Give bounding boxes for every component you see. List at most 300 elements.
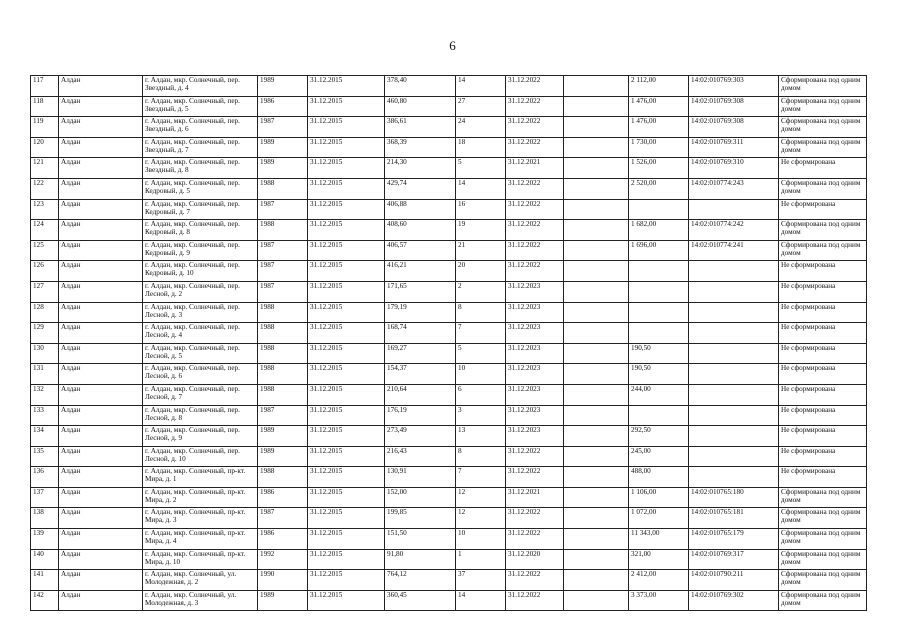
cell-cadastral-number — [689, 384, 779, 405]
cell-land-status: Сформирована под одним домом — [779, 487, 867, 508]
cell-survey-date: 31.12.2015 — [308, 240, 385, 261]
cell-build-year: 1989 — [258, 590, 308, 611]
cell-cadastral-number: 14:02:010774:242 — [689, 220, 779, 241]
cell-land-area — [629, 261, 689, 282]
cell-municipality: Алдан — [59, 487, 143, 508]
cell-area: 273,49 — [385, 426, 456, 447]
table-row — [31, 261, 867, 282]
cell-empty-col — [564, 590, 629, 611]
cell-resettlement-date: 31.12.2023 — [506, 343, 564, 364]
cell-land-area: 2 520,00 — [629, 178, 689, 199]
cell-area: 408,60 — [385, 220, 456, 241]
cell-build-year: 1988 — [258, 343, 308, 364]
cell-build-year: 1988 — [258, 302, 308, 323]
cell-cadastral-number: 14:02:010769:303 — [689, 76, 779, 97]
cell-municipality: Алдан — [59, 343, 143, 364]
cell-empty-col — [564, 529, 629, 550]
cell-survey-date: 31.12.2015 — [308, 364, 385, 385]
table-row — [31, 426, 867, 447]
cell-address: г. Алдан, мкр. Солнечный, пер. Лесной, д. 8 — [143, 405, 258, 426]
cell-empty-col — [564, 137, 629, 158]
cell-cadastral-number: 14:02:010765:181 — [689, 508, 779, 529]
cell-address: г. Алдан, мкр. Солнечный, пер. Кедровый, д. 8 — [143, 220, 258, 241]
cell-area: 406,57 — [385, 240, 456, 261]
cell-survey-date: 31.12.2015 — [308, 96, 385, 117]
cell-area: 216,43 — [385, 446, 456, 467]
cell-survey-date: 31.12.2015 — [308, 281, 385, 302]
cell-empty-col — [564, 199, 629, 220]
cell-build-year: 1988 — [258, 178, 308, 199]
cell-area: 429,74 — [385, 178, 456, 199]
cell-row-number: 137 — [31, 487, 59, 508]
cell-land-area: 244,00 — [629, 384, 689, 405]
cell-municipality: Алдан — [59, 76, 143, 97]
cell-address: г. Алдан, мкр. Солнечный, ул. Молодежная, д. 2 — [143, 570, 258, 591]
cell-row-number: 125 — [31, 240, 59, 261]
cell-cadastral-number — [689, 364, 779, 385]
table-row — [31, 137, 867, 158]
cell-land-area — [629, 302, 689, 323]
cell-resettlement-date: 31.12.2023 — [506, 384, 564, 405]
cell-municipality: Алдан — [59, 281, 143, 302]
cell-row-number: 131 — [31, 364, 59, 385]
cell-municipality: Алдан — [59, 261, 143, 282]
cell-residents: 14 — [456, 590, 506, 611]
cell-row-number: 121 — [31, 158, 59, 179]
cell-row-number: 132 — [31, 384, 59, 405]
cell-survey-date: 31.12.2015 — [308, 549, 385, 570]
cell-residents: 18 — [456, 137, 506, 158]
cell-resettlement-date: 31.12.2022 — [506, 529, 564, 550]
cell-empty-col — [564, 281, 629, 302]
registry-body — [31, 76, 867, 611]
cell-area: 360,45 — [385, 590, 456, 611]
cell-residents: 16 — [456, 199, 506, 220]
table-row — [31, 158, 867, 179]
cell-residents: 21 — [456, 240, 506, 261]
cell-address: г. Алдан, мкр. Солнечный, пер. Звездный, д. 4 — [143, 76, 258, 97]
cell-municipality: Алдан — [59, 446, 143, 467]
cell-land-status: Не сформирована — [779, 364, 867, 385]
cell-area: 130,91 — [385, 467, 456, 488]
cell-build-year: 1988 — [258, 467, 308, 488]
table-row — [31, 76, 867, 97]
cell-area: 154,37 — [385, 364, 456, 385]
cell-municipality: Алдан — [59, 384, 143, 405]
cell-survey-date: 31.12.2015 — [308, 405, 385, 426]
cell-resettlement-date: 31.12.2022 — [506, 220, 564, 241]
cell-build-year: 1989 — [258, 137, 308, 158]
cell-land-status: Не сформирована — [779, 323, 867, 344]
cell-residents: 27 — [456, 96, 506, 117]
table-row — [31, 302, 867, 323]
cell-row-number: 118 — [31, 96, 59, 117]
cell-address: г. Алдан, мкр. Солнечный, пер. Звездный, д. 7 — [143, 137, 258, 158]
cell-row-number: 139 — [31, 529, 59, 550]
cell-residents: 1 — [456, 549, 506, 570]
cell-resettlement-date: 31.12.2022 — [506, 96, 564, 117]
cell-municipality: Алдан — [59, 405, 143, 426]
cell-build-year: 1988 — [258, 323, 308, 344]
cell-row-number: 124 — [31, 220, 59, 241]
cell-land-status: Сформирована под одним домом — [779, 570, 867, 591]
cell-resettlement-date: 31.12.2022 — [506, 570, 564, 591]
table-row — [31, 467, 867, 488]
cell-land-area: 488,00 — [629, 467, 689, 488]
cell-land-status: Сформирована под одним домом — [779, 178, 867, 199]
table-row — [31, 343, 867, 364]
cell-build-year: 1987 — [258, 261, 308, 282]
cell-resettlement-date: 31.12.2022 — [506, 178, 564, 199]
cell-build-year: 1988 — [258, 364, 308, 385]
cell-land-status: Не сформирована — [779, 158, 867, 179]
table-row — [31, 405, 867, 426]
cell-municipality: Алдан — [59, 426, 143, 447]
cell-residents: 8 — [456, 446, 506, 467]
cell-land-area — [629, 281, 689, 302]
cell-survey-date: 31.12.2015 — [308, 529, 385, 550]
cell-land-status: Сформирована под одним домом — [779, 220, 867, 241]
cell-survey-date: 31.12.2015 — [308, 570, 385, 591]
cell-land-area: 1 730,00 — [629, 137, 689, 158]
cell-row-number: 129 — [31, 323, 59, 344]
table-row — [31, 549, 867, 570]
cell-address: г. Алдан, мкр. Солнечный, пер. Кедровый, д. 9 — [143, 240, 258, 261]
table-row — [31, 508, 867, 529]
cell-row-number: 142 — [31, 590, 59, 611]
cell-land-status: Не сформирована — [779, 199, 867, 220]
cell-area: 151,50 — [385, 529, 456, 550]
cell-row-number: 126 — [31, 261, 59, 282]
cell-land-area: 1 526,00 — [629, 158, 689, 179]
cell-empty-col — [564, 343, 629, 364]
registry-table — [30, 75, 867, 611]
cell-land-status: Не сформирована — [779, 405, 867, 426]
cell-row-number: 135 — [31, 446, 59, 467]
cell-address: г. Алдан, мкр. Солнечный, пр-кт. Мира, д. 10 — [143, 549, 258, 570]
cell-cadastral-number — [689, 302, 779, 323]
cell-municipality: Алдан — [59, 158, 143, 179]
cell-survey-date: 31.12.2015 — [308, 508, 385, 529]
cell-municipality: Алдан — [59, 240, 143, 261]
cell-land-area: 2 412,00 — [629, 570, 689, 591]
cell-residents: 24 — [456, 117, 506, 138]
cell-cadastral-number: 14:02:010769:302 — [689, 590, 779, 611]
cell-area: 152,00 — [385, 487, 456, 508]
cell-cadastral-number — [689, 199, 779, 220]
cell-area: 169,27 — [385, 343, 456, 364]
cell-survey-date: 31.12.2015 — [308, 343, 385, 364]
cell-address: г. Алдан, мкр. Солнечный, пер. Лесной, д. 9 — [143, 426, 258, 447]
cell-survey-date: 31.12.2015 — [308, 137, 385, 158]
cell-cadastral-number: 14:02:010769:310 — [689, 158, 779, 179]
cell-resettlement-date: 31.12.2022 — [506, 467, 564, 488]
table-row — [31, 281, 867, 302]
cell-land-status: Сформирована под одним домом — [779, 76, 867, 97]
cell-survey-date: 31.12.2015 — [308, 178, 385, 199]
cell-address: г. Алдан, мкр. Солнечный, пер. Лесной, д. 10 — [143, 446, 258, 467]
cell-row-number: 119 — [31, 117, 59, 138]
cell-residents: 10 — [456, 364, 506, 385]
cell-address: г. Алдан, мкр. Солнечный, пер. Звездный, д. 5 — [143, 96, 258, 117]
cell-address: г. Алдан, мкр. Солнечный, ул. Молодежная, д. 3 — [143, 590, 258, 611]
cell-land-status: Не сформирована — [779, 426, 867, 447]
cell-land-status: Не сформирована — [779, 343, 867, 364]
cell-survey-date: 31.12.2015 — [308, 199, 385, 220]
cell-land-area — [629, 323, 689, 344]
cell-cadastral-number — [689, 446, 779, 467]
cell-empty-col — [564, 178, 629, 199]
cell-residents: 19 — [456, 220, 506, 241]
cell-address: г. Алдан, мкр. Солнечный, пер. Лесной, д. 4 — [143, 323, 258, 344]
cell-cadastral-number: 14:02:010765:179 — [689, 529, 779, 550]
cell-cadastral-number — [689, 343, 779, 364]
table-row — [31, 446, 867, 467]
cell-resettlement-date: 31.12.2022 — [506, 261, 564, 282]
cell-build-year: 1987 — [258, 508, 308, 529]
cell-address: г. Алдан, мкр. Солнечный, пер. Лесной, д. 5 — [143, 343, 258, 364]
table-row — [31, 529, 867, 550]
cell-survey-date: 31.12.2015 — [308, 467, 385, 488]
cell-area: 368,39 — [385, 137, 456, 158]
cell-resettlement-date: 31.12.2021 — [506, 158, 564, 179]
cell-area: 764,12 — [385, 570, 456, 591]
cell-row-number: 138 — [31, 508, 59, 529]
cell-survey-date: 31.12.2015 — [308, 302, 385, 323]
cell-empty-col — [564, 570, 629, 591]
cell-municipality: Алдан — [59, 199, 143, 220]
cell-area: 179,19 — [385, 302, 456, 323]
cell-municipality: Алдан — [59, 549, 143, 570]
cell-empty-col — [564, 384, 629, 405]
cell-land-status: Не сформирована — [779, 384, 867, 405]
cell-survey-date: 31.12.2015 — [308, 487, 385, 508]
cell-land-area: 1 476,00 — [629, 117, 689, 138]
cell-empty-col — [564, 117, 629, 138]
cell-cadastral-number: 14:02:010769:308 — [689, 117, 779, 138]
cell-residents: 14 — [456, 178, 506, 199]
cell-area: 460,80 — [385, 96, 456, 117]
cell-municipality: Алдан — [59, 467, 143, 488]
table-row — [31, 384, 867, 405]
cell-row-number: 120 — [31, 137, 59, 158]
cell-survey-date: 31.12.2015 — [308, 220, 385, 241]
cell-land-status: Не сформирована — [779, 446, 867, 467]
cell-land-area: 3 373,00 — [629, 590, 689, 611]
table-row — [31, 199, 867, 220]
cell-build-year: 1992 — [258, 549, 308, 570]
cell-resettlement-date: 31.12.2022 — [506, 137, 564, 158]
cell-build-year: 1987 — [258, 240, 308, 261]
cell-row-number: 117 — [31, 76, 59, 97]
cell-build-year: 1987 — [258, 405, 308, 426]
cell-row-number: 136 — [31, 467, 59, 488]
cell-build-year: 1987 — [258, 199, 308, 220]
cell-land-area: 245,00 — [629, 446, 689, 467]
cell-land-status: Не сформирована — [779, 281, 867, 302]
cell-cadastral-number: 14:02:010774:243 — [689, 178, 779, 199]
table-row — [31, 178, 867, 199]
cell-land-status: Сформирована под одним домом — [779, 549, 867, 570]
cell-survey-date: 31.12.2015 — [308, 158, 385, 179]
cell-row-number: 123 — [31, 199, 59, 220]
cell-land-area — [629, 199, 689, 220]
cell-municipality: Алдан — [59, 117, 143, 138]
cell-build-year: 1988 — [258, 220, 308, 241]
cell-build-year: 1989 — [258, 426, 308, 447]
cell-residents: 12 — [456, 487, 506, 508]
cell-resettlement-date: 31.12.2023 — [506, 302, 564, 323]
cell-residents: 3 — [456, 405, 506, 426]
cell-residents: 7 — [456, 323, 506, 344]
cell-land-status: Сформирована под одним домом — [779, 96, 867, 117]
cell-area: 416,21 — [385, 261, 456, 282]
cell-empty-col — [564, 240, 629, 261]
page-number: 6 — [449, 38, 456, 53]
table-row — [31, 117, 867, 138]
cell-survey-date: 31.12.2015 — [308, 261, 385, 282]
cell-area: 214,30 — [385, 158, 456, 179]
cell-empty-col — [564, 76, 629, 97]
cell-land-area: 292,50 — [629, 426, 689, 447]
cell-row-number: 141 — [31, 570, 59, 591]
cell-empty-col — [564, 405, 629, 426]
cell-empty-col — [564, 508, 629, 529]
cell-residents: 8 — [456, 302, 506, 323]
cell-row-number: 122 — [31, 178, 59, 199]
cell-cadastral-number — [689, 467, 779, 488]
cell-resettlement-date: 31.12.2022 — [506, 76, 564, 97]
cell-empty-col — [564, 220, 629, 241]
cell-resettlement-date: 31.12.2022 — [506, 117, 564, 138]
cell-build-year: 1988 — [258, 384, 308, 405]
cell-address: г. Алдан, мкр. Солнечный, пер. Лесной, д. 6 — [143, 364, 258, 385]
cell-cadastral-number — [689, 426, 779, 447]
cell-resettlement-date: 31.12.2022 — [506, 446, 564, 467]
cell-build-year: 1987 — [258, 281, 308, 302]
cell-municipality: Алдан — [59, 302, 143, 323]
cell-build-year: 1989 — [258, 158, 308, 179]
cell-land-area: 1 106,00 — [629, 487, 689, 508]
cell-empty-col — [564, 261, 629, 282]
cell-build-year: 1989 — [258, 76, 308, 97]
cell-empty-col — [564, 446, 629, 467]
cell-resettlement-date: 31.12.2023 — [506, 364, 564, 385]
cell-land-status: Сформирована под одним домом — [779, 117, 867, 138]
cell-empty-col — [564, 487, 629, 508]
cell-land-status: Не сформирована — [779, 467, 867, 488]
cell-area: 168,74 — [385, 323, 456, 344]
cell-residents: 12 — [456, 508, 506, 529]
cell-resettlement-date: 31.12.2023 — [506, 405, 564, 426]
cell-empty-col — [564, 549, 629, 570]
table-row — [31, 364, 867, 385]
cell-empty-col — [564, 158, 629, 179]
cell-address: г. Алдан, мкр. Солнечный, пер. Звездный, д. 8 — [143, 158, 258, 179]
cell-empty-col — [564, 426, 629, 447]
cell-area: 199,85 — [385, 508, 456, 529]
cell-municipality: Алдан — [59, 508, 143, 529]
cell-resettlement-date: 31.12.2023 — [506, 281, 564, 302]
cell-row-number: 130 — [31, 343, 59, 364]
cell-land-area — [629, 405, 689, 426]
cell-residents: 6 — [456, 384, 506, 405]
cell-residents: 10 — [456, 529, 506, 550]
cell-address: г. Алдан, мкр. Солнечный, пер. Лесной, д. 7 — [143, 384, 258, 405]
cell-address: г. Алдан, мкр. Солнечный, пер. Кедровый, д. 7 — [143, 199, 258, 220]
cell-address: г. Алдан, мкр. Солнечный, пер. Лесной, д. 2 — [143, 281, 258, 302]
cell-municipality: Алдан — [59, 364, 143, 385]
cell-build-year: 1986 — [258, 96, 308, 117]
cell-row-number: 133 — [31, 405, 59, 426]
cell-land-area: 1 476,00 — [629, 96, 689, 117]
cell-cadastral-number: 14:02:010769:311 — [689, 137, 779, 158]
cell-address: г. Алдан, мкр. Солнечный, пер. Кедровый, д. 10 — [143, 261, 258, 282]
cell-residents: 5 — [456, 158, 506, 179]
cell-resettlement-date: 31.12.2022 — [506, 590, 564, 611]
cell-resettlement-date: 31.12.2022 — [506, 508, 564, 529]
cell-address: г. Алдан, мкр. Солнечный, пер. Лесной, д. 3 — [143, 302, 258, 323]
cell-area: 210,64 — [385, 384, 456, 405]
cell-build-year: 1990 — [258, 570, 308, 591]
cell-resettlement-date: 31.12.2023 — [506, 323, 564, 344]
cell-land-area: 190,50 — [629, 364, 689, 385]
cell-build-year: 1986 — [258, 487, 308, 508]
cell-empty-col — [564, 96, 629, 117]
cell-empty-col — [564, 323, 629, 344]
cell-land-status: Сформирована под одним домом — [779, 240, 867, 261]
cell-municipality: Алдан — [59, 137, 143, 158]
cell-empty-col — [564, 467, 629, 488]
cell-residents: 7 — [456, 467, 506, 488]
cell-survey-date: 31.12.2015 — [308, 323, 385, 344]
cell-row-number: 134 — [31, 426, 59, 447]
cell-survey-date: 31.12.2015 — [308, 446, 385, 467]
cell-empty-col — [564, 302, 629, 323]
table-row — [31, 570, 867, 591]
cell-area: 91,80 — [385, 549, 456, 570]
cell-land-area: 11 343,00 — [629, 529, 689, 550]
cell-land-area: 2 112,00 — [629, 76, 689, 97]
cell-residents: 20 — [456, 261, 506, 282]
cell-land-area: 321,00 — [629, 549, 689, 570]
cell-municipality: Алдан — [59, 590, 143, 611]
cell-area: 406,88 — [385, 199, 456, 220]
cell-address: г. Алдан, мкр. Солнечный, пер. Кедровый, д. 5 — [143, 178, 258, 199]
cell-land-area: 1 696,00 — [629, 240, 689, 261]
cell-land-status: Не сформирована — [779, 261, 867, 282]
cell-address: г. Алдан, мкр. Солнечный, пр-кт. Мира, д. 3 — [143, 508, 258, 529]
cell-municipality: Алдан — [59, 323, 143, 344]
cell-cadastral-number — [689, 323, 779, 344]
cell-cadastral-number — [689, 405, 779, 426]
cell-land-area: 190,50 — [629, 343, 689, 364]
cell-survey-date: 31.12.2015 — [308, 590, 385, 611]
cell-cadastral-number: 14:02:010790:211 — [689, 570, 779, 591]
cell-resettlement-date: 31.12.2022 — [506, 199, 564, 220]
cell-land-area: 1 072,00 — [629, 508, 689, 529]
cell-area: 378,40 — [385, 76, 456, 97]
cell-cadastral-number: 14:02:010769:317 — [689, 549, 779, 570]
cell-cadastral-number: 14:02:010774:241 — [689, 240, 779, 261]
cell-address: г. Алдан, мкр. Солнечный, пр-кт. Мира, д. 1 — [143, 467, 258, 488]
cell-residents: 5 — [456, 343, 506, 364]
cell-row-number: 127 — [31, 281, 59, 302]
cell-resettlement-date: 31.12.2020 — [506, 549, 564, 570]
table-row — [31, 240, 867, 261]
cell-resettlement-date: 31.12.2021 — [506, 487, 564, 508]
cell-land-status: Сформирована под одним домом — [779, 508, 867, 529]
